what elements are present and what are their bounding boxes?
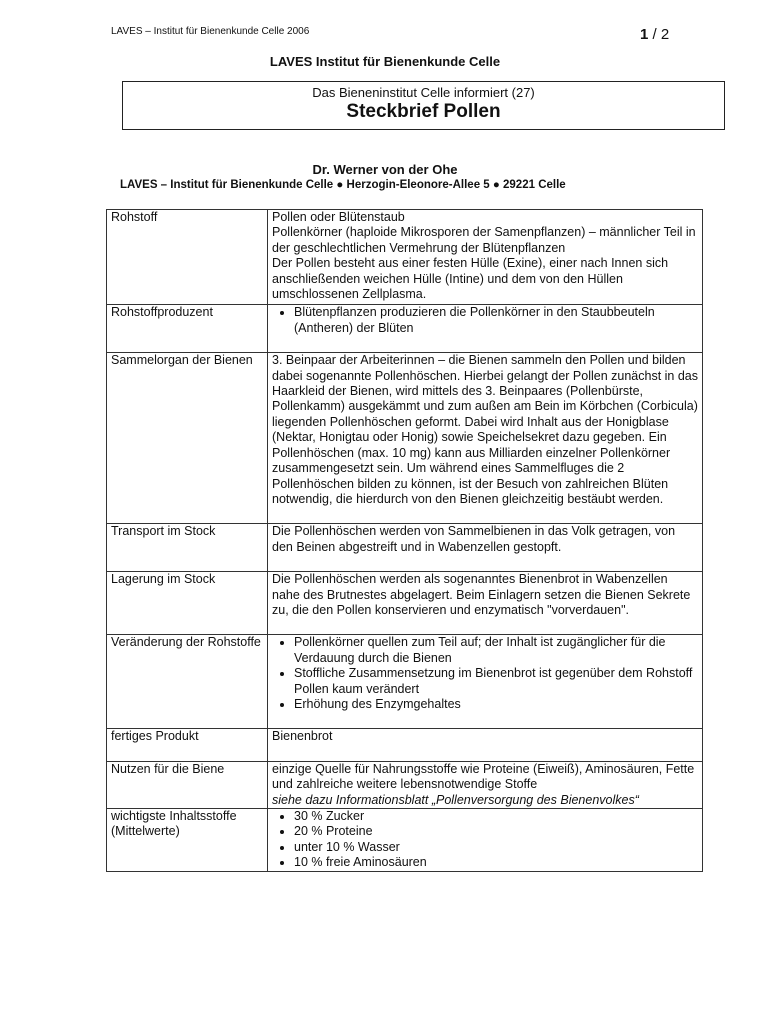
content-line: Pollen oder Blütenstaub bbox=[272, 210, 405, 224]
institute-title: LAVES Institut für Bienenkunde Celle bbox=[269, 54, 501, 69]
row-label: Veränderung der Rohstoffe bbox=[107, 635, 268, 729]
running-header: LAVES – Institut für Bienenkunde Celle 2006 bbox=[111, 26, 310, 37]
list-item: • Pollenkörner quellen zum Teil auf; der Inhalt ist zugänglicher für die Verdauung durch die Bienen bbox=[294, 635, 698, 666]
title-box bbox=[122, 81, 725, 130]
profile-table bbox=[106, 209, 703, 872]
reference-note: siehe dazu Informationsblatt „Pollenversorgung des Bienenvolkes“ bbox=[272, 792, 639, 807]
row-content bbox=[268, 305, 703, 353]
table-row bbox=[107, 305, 703, 353]
content-line: Der Pollen besteht aus einer festen Hülle (Exine), einer nach Innen sich anschließenden weichen Hülle (Intine) und dem von den Hüllen umschlossenen Zellplasma. bbox=[272, 256, 669, 302]
row-content: Bienenbrot bbox=[268, 729, 703, 761]
page-total: / 2 bbox=[652, 26, 670, 43]
table-row bbox=[107, 635, 703, 729]
table-row bbox=[107, 210, 703, 305]
page-current: 1 bbox=[640, 26, 649, 43]
row-label: Sammelorgan der Bienen bbox=[107, 353, 268, 524]
list-item: • Stoffliche Zusammensetzung im Bienenbrot ist gegenüber dem Rohstoff Pollen kaum verändert bbox=[294, 666, 698, 697]
row-label: Rohstoff bbox=[107, 210, 268, 305]
address: LAVES – Institut für Bienenkunde Celle ● Herzogin-Eleonore-Allee 5 ● 29221 Celle bbox=[120, 179, 566, 191]
table-row bbox=[107, 524, 703, 572]
content-text: einzige Quelle für Nahrungsstoffe wie Proteine (Eiweiß), Aminosäuren, Fette und zahlreiche weitere lebensnotwendige Stoffe bbox=[272, 761, 695, 792]
row-label: Nutzen für die Biene bbox=[107, 761, 268, 808]
row-content bbox=[268, 761, 703, 808]
row-label: wichtigste Inhaltsstoffe (Mittelwerte) bbox=[107, 809, 268, 872]
document-title: Steckbrief Pollen bbox=[346, 101, 501, 122]
row-content: 3. Beinpaar der Arbeiterinnen – die Bienen sammeln den Pollen und bilden dabei sogenannte Pollenhöschen. Hierbei gelangt der Pollen zunächst in das Haarkleid der Bienen, wird mittels des 3. Beinpaares (Pollenbürste, Pollenkamm) ausgekämmt und zum außen am Bein im Körbchen (Corbicula) liegenden Pollenhöschen geformt. Dabei wird Inhalt aus der Honigblase (Nektar, Honigtau oder Honig) sowie Speichelsekret dazu gegeben. Ein Pollenhöschen (max. 10 mg) kann aus Milliarden einzelner Pollenkörner zusammengesetzt sein. Um während eines Sammelfluges die 2 Pollenhöschen bilden zu können, ist der Besuch von zahlreichen Blüten notwendig, die hierdurch von den Bienen gleichzeitig bestäubt werden. bbox=[268, 353, 703, 524]
author: Dr. Werner von der Ohe bbox=[312, 162, 458, 177]
row-label: Rohstoffproduzent bbox=[107, 305, 268, 353]
row-content bbox=[268, 210, 703, 305]
list-item: • 20 % Proteine bbox=[294, 824, 698, 839]
bullet-list bbox=[272, 809, 698, 871]
row-content: Die Pollenhöschen werden als sogenanntes Bienenbrot in Wabenzellen nahe des Brutnestes abgelagert. Beim Einlagern setzen die Bienen Sekrete zu, die den Pollen konservieren und enzymatisch "vorverdauen". bbox=[268, 572, 703, 635]
list-item: • Blütenpflanzen produzieren die Pollenkörner in den Staubbeuteln (Antheren) der Blüten bbox=[294, 305, 698, 336]
table-row bbox=[107, 729, 703, 761]
page-number bbox=[640, 26, 669, 43]
bullet-list bbox=[272, 305, 698, 336]
list-item: • unter 10 % Wasser bbox=[294, 840, 698, 855]
table-row bbox=[107, 572, 703, 635]
table-row bbox=[107, 353, 703, 524]
row-content: Die Pollenhöschen werden von Sammelbienen in das Volk getragen, von den Beinen abgestreift und in Wabenzellen gestopft. bbox=[268, 524, 703, 572]
row-label: Transport im Stock bbox=[107, 524, 268, 572]
list-item: • 30 % Zucker bbox=[294, 809, 698, 824]
bullet-list bbox=[272, 635, 698, 712]
row-label: fertiges Produkt bbox=[107, 729, 268, 761]
row-label: Lagerung im Stock bbox=[107, 572, 268, 635]
row-content bbox=[268, 809, 703, 872]
table-row bbox=[107, 761, 703, 808]
table-row bbox=[107, 809, 703, 872]
document-subtitle: Das Bieneninstitut Celle informiert (27) bbox=[312, 85, 535, 100]
list-item: • Erhöhung des Enzymgehaltes bbox=[294, 697, 698, 712]
list-item: • 10 % freie Aminosäuren bbox=[294, 855, 698, 870]
content-line: Pollenkörner (haploide Mikrosporen der Samenpflanzen) – männlicher Teil in der geschlechtlichen Vermehrung der Blütenpflanzen bbox=[272, 225, 696, 255]
row-content bbox=[268, 635, 703, 729]
